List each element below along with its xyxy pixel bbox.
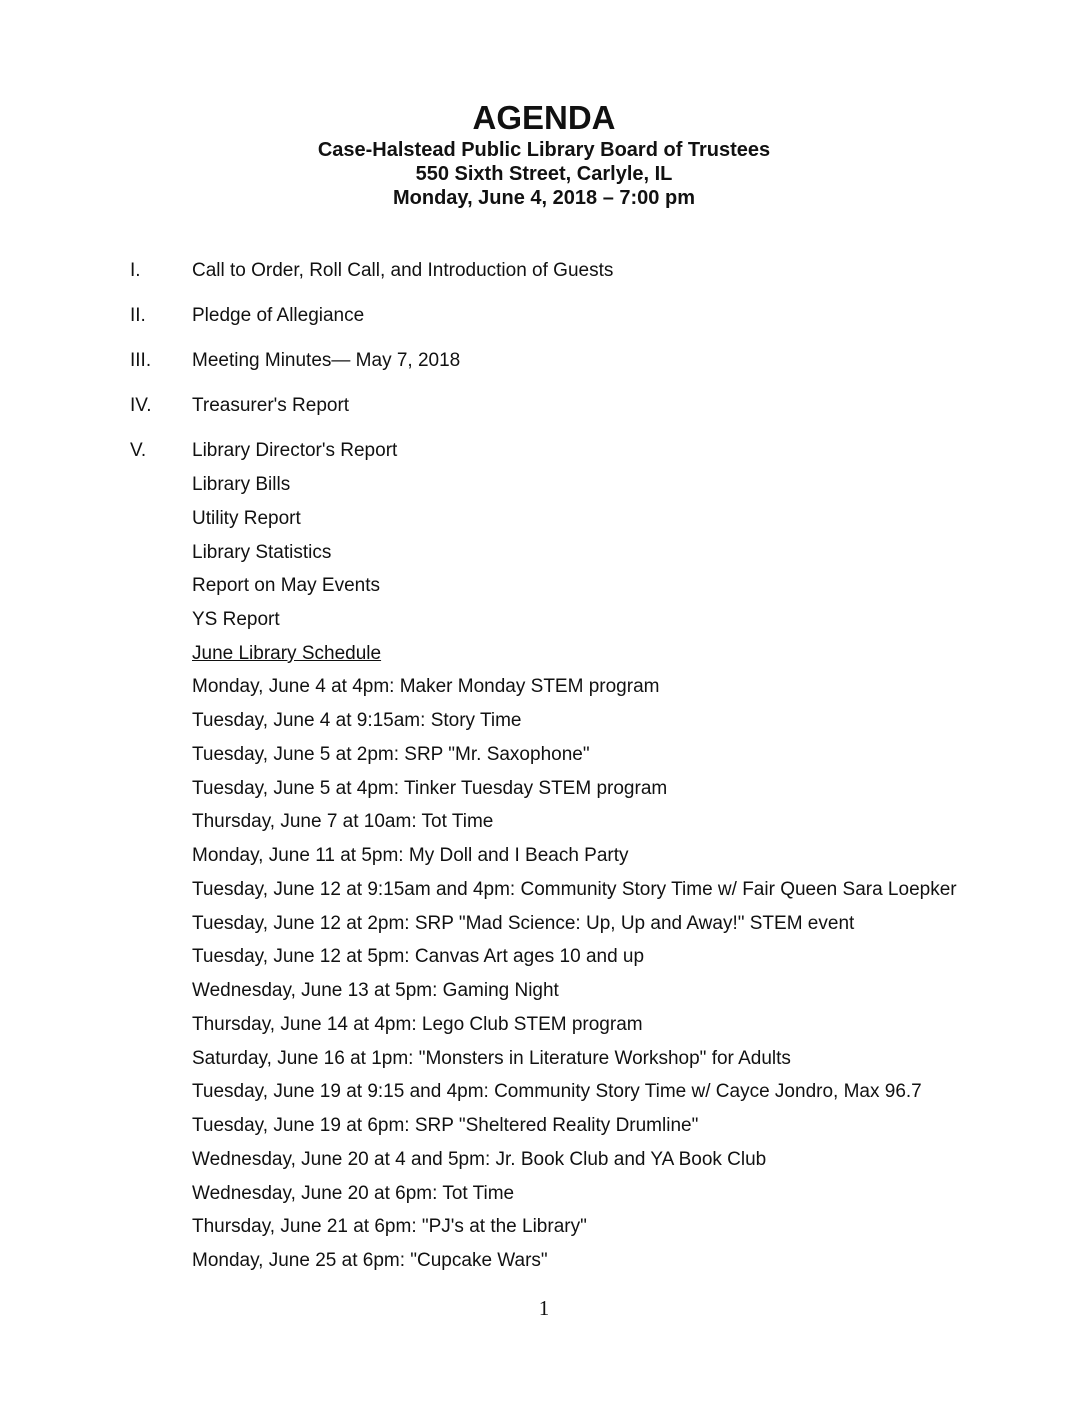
page-title: AGENDA [472, 99, 616, 136]
organization-name: Case-Halstead Public Library Board of Trustees [317, 139, 771, 161]
agenda-item-number: I. [130, 260, 141, 281]
page-number: 1 [538, 1296, 550, 1320]
agenda-item-text: Pledge of Allegiance [192, 305, 365, 326]
agenda-item-number: IV. [130, 395, 152, 416]
agenda-item-text: Call to Order, Roll Call, and Introduction of Guests [192, 260, 614, 281]
agenda-item-text: Treasurer's Report [192, 395, 350, 416]
agenda-header [0, 98, 1088, 210]
agenda-item-text: Meeting Minutes— May 7, 2018 [192, 350, 461, 371]
agenda-item-number: V. [130, 440, 147, 461]
meeting-datetime: Monday, June 4, 2018 – 7:00 pm [393, 187, 695, 209]
agenda-item-number: III. [130, 350, 152, 371]
agenda-item-number: II. [130, 305, 146, 326]
meeting-address: 550 Sixth Street, Carlyle, IL [415, 163, 673, 185]
document-page: AGENDA Case-Halstead Public Library Board of Trustees 550 Sixth Street, Carlyle, IL Monday, June 4, 2018 – 7:00 pm I. Call to Order, Roll Call, and Introduction of Guests II. Pledge of Allegiance III. Meeting Minutes— May 7, 2018 IV. Treasurer's Report V. Library Director's Report Library Bills Utility Report Library Statistics Report on May Events YS Report June Library Schedule Monday, June 4 at 4pm: Maker Monday STEM program Tuesday, June 4 at 9:15am: Story Time Tuesday, June 5 at 2pm: SRP "Mr. Saxophone" Tuesday, June 5 at 4pm: Tinker Tuesday STEM program Thursday, June 7 at 10am: Tot Time Monday, June 11 at 5pm: My Doll and I Beach Party Tuesday, June 12 at 9:15am and 4pm: Community Story Time w/ Fair Queen Sara Loepker Tuesday, June 12 at 2pm: SRP "Mad Science: Up, Up and Away!" STEM event Tuesday, June 12 at 5pm: Canvas Art ages 10 and up Wednesday, June 13 at 5pm: Gaming Night Thursday, June 14 at 4pm: Lego Club STEM program Saturday, June 16 at 1pm: "Monsters in Literature Workshop" for Adults Tuesday, June 19 at 9:15 and 4pm: Community Story Time w/ Cayce Jondro, Max 96.7 Tuesday, June 19 at 6pm: SRP "Sheltered Reality Drumline" Wednesday, June 20 at 4 and 5pm: Jr. Book Club and YA Book Club Wednesday, June 20 at 6pm: Tot Time Thursday, June 21 at 6pm: "PJ's at the Library" Monday, June 25 at 6pm: "Cupcake Wars" 1 [0, 0, 1088, 1408]
agenda-item-text: Library Director's Report [192, 440, 398, 461]
